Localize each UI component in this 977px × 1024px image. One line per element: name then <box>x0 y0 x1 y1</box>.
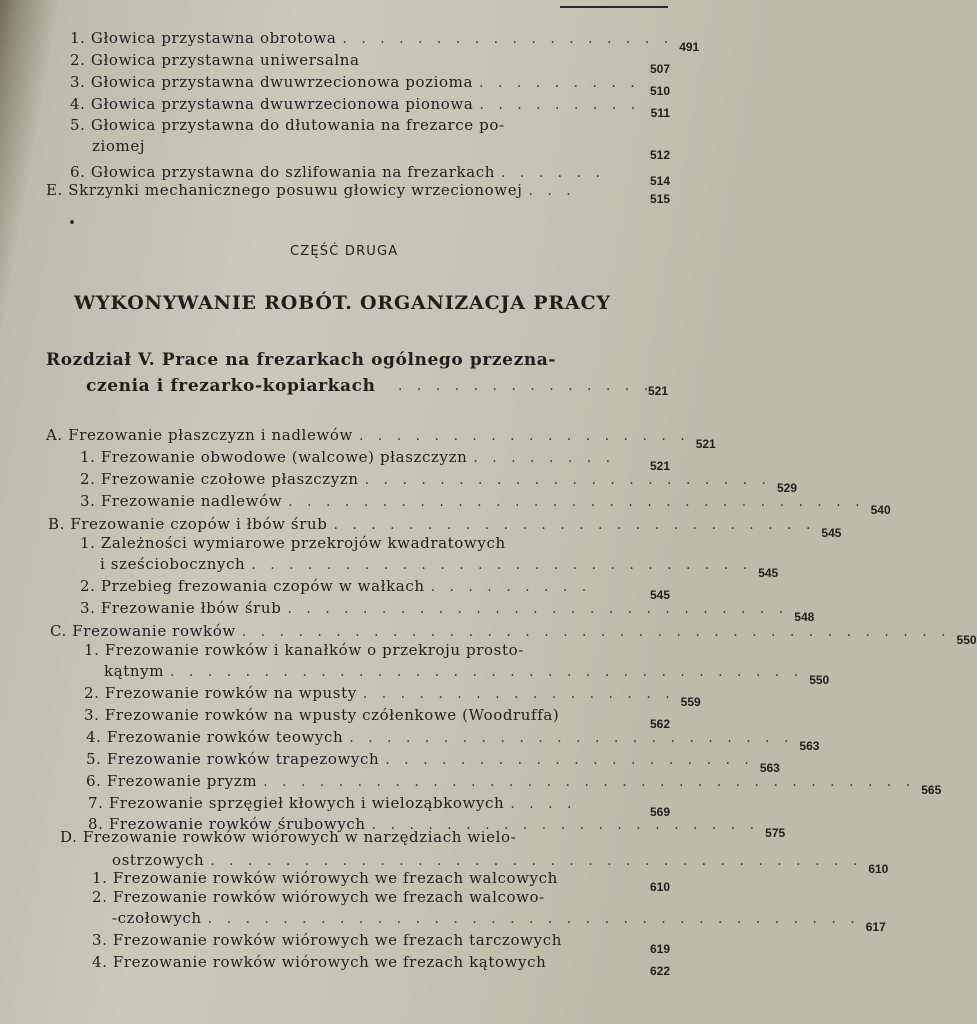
toc-entry: 1. Głowica przystawna obrotowa . . . . . . . . . . . . . . . . . . 491 <box>70 28 670 49</box>
page-number: 521 <box>649 459 670 473</box>
page-number: 559 <box>680 695 701 709</box>
top-rule <box>560 6 668 8</box>
chapter-title-line1: Rozdział V. Prace na frezarkach ogólnego przezna- <box>46 350 557 370</box>
dot-leader: . . . . . . . . . . . . . . . . . . <box>358 428 690 444</box>
toc-entry-line1: 5. Głowica przystawna do dłutowania na frezarce po- <box>70 116 505 134</box>
dot-leader: . . . . . . <box>500 165 605 181</box>
dot-leader: . . . . . . . . . . . . . . . . . . . . . . . . . . . . . . . . . . . <box>263 774 916 790</box>
toc-entry: 1. Frezowanie rowków wiórowych we frezach walcowych 610 <box>92 868 670 889</box>
page-number: 548 <box>794 610 815 624</box>
dot-leader: . . . . . . . . . . . . . . . . . . <box>342 31 674 47</box>
toc-entry: 3. Frezowanie łbów śrub . . . . . . . . . . . . . . . . . . . . . . . . . . . 548 <box>80 598 670 619</box>
toc-entry-cont: -czołowych . . . . . . . . . . . . . . . . . . . . . . . . . . . . . . . . . . . 617 <box>112 908 670 929</box>
dot-leader: . . . . . . . . . . . . . . . . . . . . . . . . . . . . . . . . . . . <box>210 853 863 869</box>
toc-entry: 2. Frezowanie czołowe płaszczyzn . . . . . . . . . . . . . . . . . . . . . . 529 <box>80 469 670 490</box>
dot-leader: . . . . . . . . . <box>479 75 640 91</box>
toc-entry: 2. Przebieg frezowania czopów w wałkach . . . . . . . . . 545 <box>80 576 670 597</box>
page-number: 619 <box>649 942 670 956</box>
toc-entry-line1: D. Frezowanie rowków wiórowych w narzędziach wielo- <box>60 828 517 846</box>
page-number: 511 <box>650 106 670 120</box>
toc-entry: 4. Głowica przystawna dwuwrzecionowa pionowa . . . . . . . . . 511 <box>70 94 670 115</box>
toc-entry: 6. Frezowanie pryzm . . . . . . . . . . . . . . . . . . . . . . . . . . . . . . . . . . . 565 <box>86 771 670 792</box>
chapter-title-line2: czenia i frezarko-kopiarkach <box>86 376 376 396</box>
toc-entry: 5. Frezowanie rowków trapezowych . . . . . . . . . . . . . . . . . . . . 563 <box>86 749 670 770</box>
dot-leader: . . . . . . . . . . . . . . . . . . . . . . . . . . . . . . . . . . . . . . <box>241 624 951 640</box>
dot-leader: . . . . . . . . . . . . . . . . . . . . . . . . . . . . . . . . . . . <box>207 911 860 927</box>
dot-leader: . . . . . . . . . . . . . . . . . . . . . . . . . . <box>333 517 816 533</box>
toc-entry: 2. Frezowanie rowków na wpusty . . . . . . . . . . . . . . . . . 559 <box>84 683 670 704</box>
toc-entry: 8. Frezowanie rowków śrubowych . . . . . . . . . . . . . . . . . . . . . 575 <box>88 814 670 835</box>
toc-entry: 2. Głowica przystawna uniwersalna 507 <box>70 50 670 71</box>
page-number: 563 <box>799 739 820 753</box>
dot-leader: . . . . . . . . . . . . . . . . . <box>362 686 675 702</box>
dot-leader: . . . . . . . . . . . . . . . . . . . . . . . . . . . <box>251 557 753 573</box>
page-number: 622 <box>649 964 670 978</box>
page-number: 545 <box>649 588 670 602</box>
page-number: 540 <box>870 503 891 517</box>
toc-entry-line1: 1. Zależności wymiarowe przekrojów kwadratowych <box>80 534 506 552</box>
toc-entry-cont: ostrzowych . . . . . . . . . . . . . . . . . . . . . . . . . . . . . . . . . . . 610 <box>112 850 670 871</box>
dot-leader: . . . . . . . . . . . . . . . . . . . . . . . . . . . . . . . <box>288 494 865 510</box>
dot-leader: . . . . . . . . . . . . . . . . . . . . . . <box>364 472 771 488</box>
toc-entry: 3. Frezowanie rowków na wpusty czółenkowe (Woodruffa) 562 <box>84 705 670 726</box>
dot-leader: . . . . . . . . . . . . . . . . . . . . . . . . <box>349 730 794 746</box>
page-number: 610 <box>868 862 889 876</box>
dot-leader: . . . . . . . . . . . . . . . . . . . . . <box>371 817 760 833</box>
page-number: 510 <box>649 84 670 98</box>
toc-entry: C. Frezowanie rowków . . . . . . . . . . . . . . . . . . . . . . . . . . . . . . . . . . . . . . 550 <box>50 621 670 642</box>
dot-leader: . . . . . . . . . . . . . . . . . . . . <box>385 752 754 768</box>
toc-entry-cont: i sześciobocznych . . . . . . . . . . . . . . . . . . . . . . . . . . . 545 <box>100 554 670 575</box>
page-number: 562 <box>649 717 670 731</box>
page-number: 610 <box>649 880 670 894</box>
dot-leader: . . . . <box>510 796 577 812</box>
toc-entry: 4. Frezowanie rowków teowych . . . . . . . . . . . . . . . . . . . . . . . . 563 <box>86 727 670 748</box>
toc-entry: 3. Frezowanie rowków wiórowych we frezach tarczowych 619 <box>92 930 670 951</box>
ink-speck <box>70 220 74 224</box>
dot-leader: . . . . . . . . . . . . . . . . . . . . . . . . . . . <box>287 601 789 617</box>
page-number: 545 <box>758 566 779 580</box>
dot-leader: . . . . . . . . . . . . . . <box>398 378 654 394</box>
toc-entry: E. Skrzynki mechanicznego posuwu głowicy wrzecionowej . . . 515 <box>46 180 670 201</box>
page-number: 512 <box>649 148 670 162</box>
toc-entry: 1. Frezowanie obwodowe (walcowe) płaszczyzn . . . . . . . . 521 <box>80 447 670 468</box>
page-number: 514 <box>649 174 670 188</box>
toc-entry: 7. Frezowanie sprzęgieł kłowych i wieloząbkowych . . . . 569 <box>88 793 670 814</box>
dot-leader: . . . <box>528 183 576 199</box>
page-number: 617 <box>865 920 886 934</box>
page-number: 550 <box>956 633 977 647</box>
page-number: 550 <box>809 673 830 687</box>
toc-entry: 4. Frezowanie rowków wiórowych we frezach kątowych 622 <box>92 952 670 973</box>
toc-entry: A. Frezowanie płaszczyzn i nadlewów . . . . . . . . . . . . . . . . . . 521 <box>46 425 670 446</box>
toc-entry-cont: kątnym . . . . . . . . . . . . . . . . . . . . . . . . . . . . . . . . . . 550 <box>104 661 670 682</box>
page-number: 507 <box>649 62 670 76</box>
page-number: 569 <box>649 805 670 819</box>
page-number: 575 <box>765 826 786 840</box>
toc-entry: B. Frezowanie czopów i łbów śrub . . . . . . . . . . . . . . . . . . . . . . . . . . 545 <box>48 514 670 535</box>
toc-entry: 3. Frezowanie nadlewów . . . . . . . . . . . . . . . . . . . . . . . . . . . . . . . 540 <box>80 491 670 512</box>
toc-entry-cont: ziomej 512 <box>92 136 670 157</box>
page-number: 515 <box>649 192 670 206</box>
part-title: WYKONYWANIE ROBÓT. ORGANIZACJA PRACY <box>74 292 611 314</box>
toc-entry: 6. Głowica przystawna do szlifowania na frezarkach . . . . . . 514 <box>70 162 670 183</box>
dot-leader: . . . . . . . . <box>473 450 616 466</box>
dot-leader: . . . . . . . . . . . . . . . . . . . . . . . . . . . . . . . . . . <box>170 664 804 680</box>
page-number: 529 <box>777 481 798 495</box>
toc-entry-line1: 2. Frezowanie rowków wiórowych we frezach walcowo- <box>92 888 545 906</box>
toc-entry-line1: 1. Frezowanie rowków i kanałków o przekroju prosto- <box>84 641 524 659</box>
page-number: 491 <box>679 40 700 54</box>
dot-leader: . . . . . . . . . <box>430 579 592 595</box>
page-number: 563 <box>759 761 780 775</box>
page-number: 545 <box>821 526 842 540</box>
toc-entry: 3. Głowica przystawna dwuwrzecionowa pozioma . . . . . . . . . 510 <box>70 72 670 93</box>
page-number: 521 <box>695 437 716 451</box>
chapter-page-number: 521 <box>648 384 669 398</box>
part-label: CZĘŚĆ DRUGA <box>290 244 399 259</box>
page-number: 565 <box>921 783 942 797</box>
dot-leader: . . . . . . . . . <box>479 97 641 113</box>
